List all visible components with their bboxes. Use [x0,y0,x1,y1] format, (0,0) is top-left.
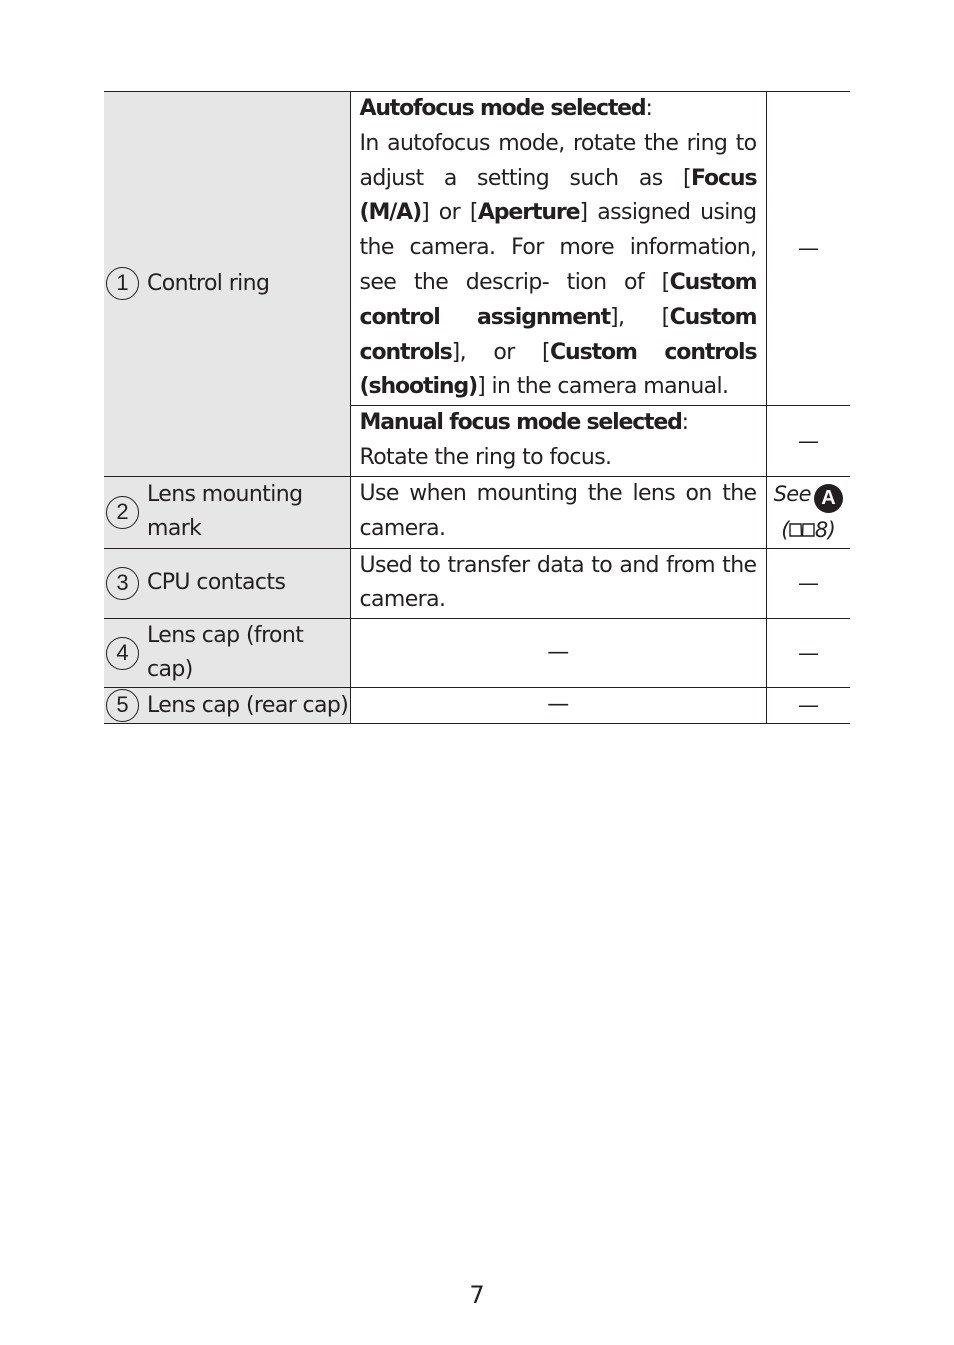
af-mode-text: In autofocus mode, rotate the ring to adjust a setting such as [Focus (M/A)] or [Aperture] assigned using the camera. For more information, see the descrip- tion of [Custom control assignment], [Custom controls], or [Custom controls (shooting)] in the camera manual. [359,130,757,400]
reference-cell: — [798,693,819,718]
part-number-badge: 2 [106,496,139,529]
af-mode-heading: Autofocus mode selected [359,96,646,121]
part-name: Control ring [147,270,270,296]
part-number-badge: 5 [106,689,139,722]
heading-colon: : [681,410,689,436]
table-row-cpu-contacts [104,548,850,619]
description-cell: — [350,688,766,724]
heading-colon: : [645,96,653,121]
part-number-badge: 3 [106,567,139,600]
part-number-badge: 4 [106,637,139,670]
reference-cell: — [798,428,819,453]
description-cell [350,92,766,406]
part-name: Lens cap (front cap) [147,623,304,683]
see-reference-text: See [773,481,811,506]
reference-cell: — [798,640,819,665]
table-row-lens-cap-front [104,619,850,688]
description-cell: — [350,619,766,688]
page-reference[interactable]: ( 8) [781,517,836,542]
book-icon [789,522,815,538]
page-number: 7 [469,1281,485,1309]
table-row-lens-mounting-mark [104,476,850,548]
table-row-control-ring-af [104,92,850,406]
part-name-cell [104,688,350,724]
mf-mode-text: Rotate the ring to focus. [359,444,612,470]
part-name-cell [104,92,350,477]
a-badge-icon: A [814,484,843,513]
part-name: Lens cap (rear cap) [147,692,349,718]
mf-mode-heading: Manual focus mode selected [359,410,682,436]
reference-cell: — [798,570,819,595]
part-name: Lens mounting mark [147,482,303,542]
table-row-lens-cap-rear [104,688,850,724]
description-cell: Used to transfer data to and from the camera. [350,548,766,619]
part-name-cell [104,476,350,548]
part-name-cell [104,619,350,688]
reference-cell: — [798,236,819,261]
description-cell: Use when mounting the lens on the camera. [350,476,766,548]
reference-cell [766,476,850,548]
part-number-badge: 1 [106,267,139,300]
lens-parts-table [104,91,850,724]
part-name: CPU contacts [147,570,286,596]
part-name-cell [104,548,350,619]
description-cell [350,406,766,477]
